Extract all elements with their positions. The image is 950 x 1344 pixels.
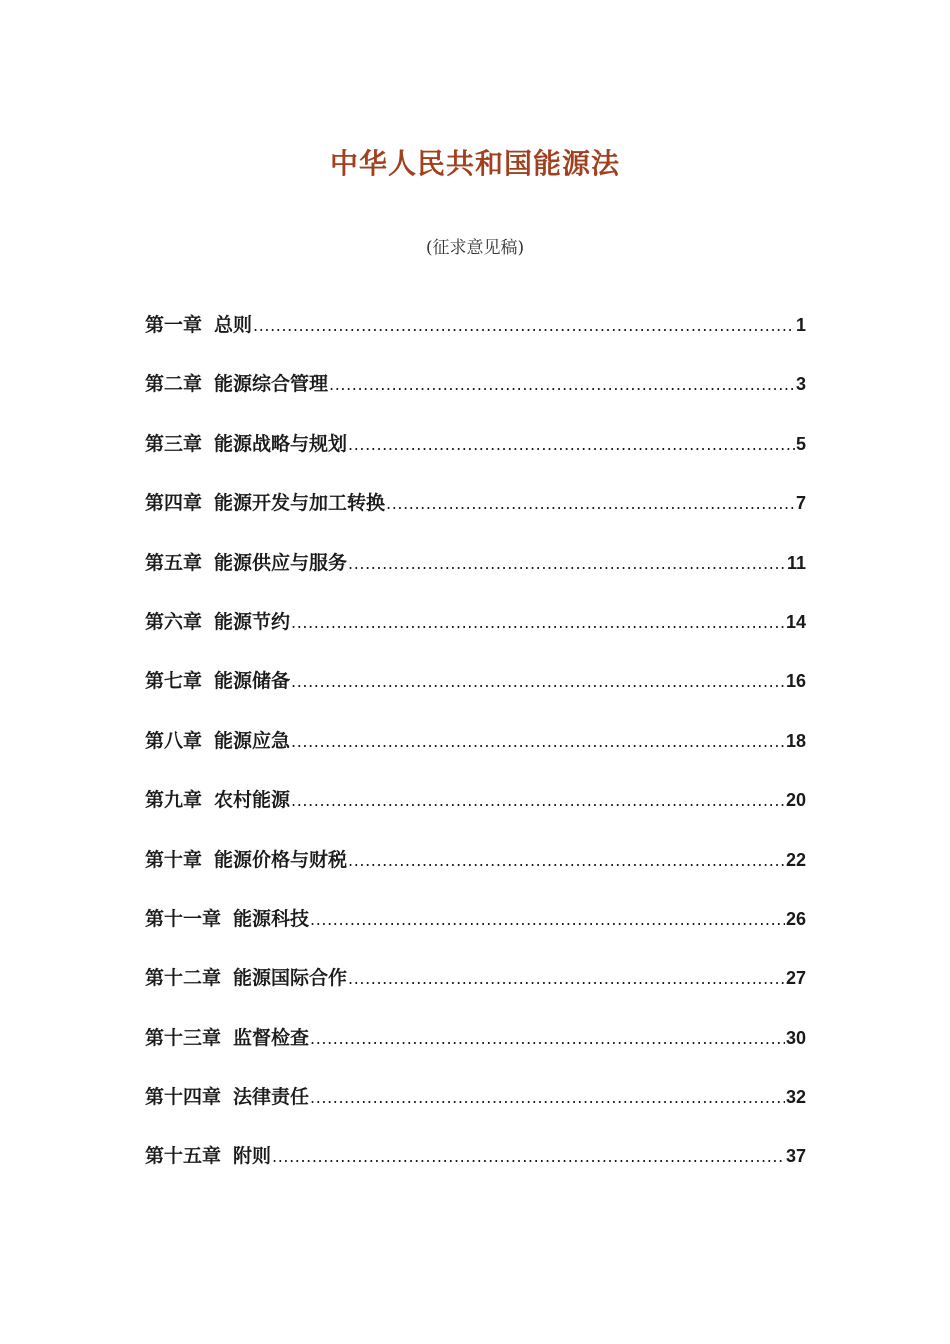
toc-dot-leader xyxy=(348,545,786,583)
toc-entry[interactable] xyxy=(145,1137,806,1196)
toc-dot-leader xyxy=(329,366,795,404)
toc-page-number: 5 xyxy=(795,433,806,454)
toc-chapter-name: 法律责任 xyxy=(233,1086,310,1109)
toc-dot-leader xyxy=(348,960,785,998)
toc-dot-leader xyxy=(310,1020,785,1058)
toc-chapter-number: 第十五章 xyxy=(145,1145,222,1168)
toc-chapter-number: 第十二章 xyxy=(145,967,222,990)
toc-chapter-number: 第十一章 xyxy=(145,907,222,930)
toc-dot-leader xyxy=(386,485,795,523)
toc-page-number: 32 xyxy=(785,1087,806,1108)
toc-chapter-number: 第九章 xyxy=(145,789,203,812)
toc-page-number: 20 xyxy=(785,790,806,811)
toc-entry[interactable] xyxy=(145,1078,806,1137)
toc-entry[interactable] xyxy=(145,365,806,424)
toc-chapter-number: 第七章 xyxy=(145,670,203,693)
toc-chapter-name: 附则 xyxy=(233,1145,272,1168)
toc-chapter-number: 第六章 xyxy=(145,610,203,633)
toc-chapter-number: 第二章 xyxy=(145,373,203,396)
toc-dot-leader xyxy=(291,663,785,701)
toc-chapter-name: 监督检查 xyxy=(233,1026,310,1049)
toc-dot-leader xyxy=(348,426,795,464)
toc-chapter-name: 能源开发与加工转换 xyxy=(214,492,386,515)
toc-entry[interactable] xyxy=(145,900,806,959)
toc-dot-leader xyxy=(291,723,785,761)
toc-chapter-number: 第五章 xyxy=(145,551,203,574)
toc-chapter-number: 第八章 xyxy=(145,729,203,752)
toc-chapter-name: 能源节约 xyxy=(214,610,291,633)
toc-chapter-number: 第一章 xyxy=(145,314,203,336)
toc-dot-leader xyxy=(253,307,795,345)
toc-entry[interactable] xyxy=(145,781,806,840)
toc-chapter-name: 能源国际合作 xyxy=(233,967,348,990)
toc-page-number: 27 xyxy=(785,968,806,989)
toc-chapter-name: 能源供应与服务 xyxy=(214,551,348,574)
toc-dot-leader xyxy=(310,1079,785,1117)
toc-page-number: 11 xyxy=(786,552,806,573)
toc-page-number: 14 xyxy=(785,611,806,632)
toc-dot-leader xyxy=(291,782,785,820)
toc-chapter-name: 总则 xyxy=(214,314,253,336)
toc-entry[interactable] xyxy=(145,603,806,662)
toc-chapter-number: 第十章 xyxy=(145,848,203,871)
toc-chapter-name: 能源战略与规划 xyxy=(214,432,348,455)
toc-dot-leader xyxy=(348,842,785,880)
toc-page-number: 18 xyxy=(785,730,806,751)
toc-chapter-number: 第三章 xyxy=(145,432,203,455)
toc-entry[interactable] xyxy=(145,722,806,781)
table-of-contents xyxy=(145,306,806,1197)
toc-chapter-number: 第十三章 xyxy=(145,1026,222,1049)
toc-chapter-name: 能源储备 xyxy=(214,670,291,693)
toc-entry[interactable] xyxy=(145,484,806,543)
toc-page-number: 26 xyxy=(785,908,806,929)
toc-entry[interactable] xyxy=(145,959,806,1018)
toc-entry[interactable] xyxy=(145,1019,806,1078)
toc-chapter-name: 能源科技 xyxy=(233,907,310,930)
toc-page-number: 3 xyxy=(795,374,806,395)
toc-chapter-name: 能源应急 xyxy=(214,729,291,752)
toc-page-number: 7 xyxy=(795,493,806,514)
toc-page-number: 16 xyxy=(785,671,806,692)
toc-page-number: 30 xyxy=(785,1027,806,1048)
document-subtitle: (征求意见稿) xyxy=(425,238,525,258)
toc-chapter-name: 农村能源 xyxy=(214,789,291,812)
toc-entry[interactable] xyxy=(145,306,806,365)
toc-entry[interactable] xyxy=(145,544,806,603)
toc-entry[interactable] xyxy=(145,425,806,484)
toc-chapter-number: 第四章 xyxy=(145,492,203,515)
toc-entry[interactable] xyxy=(145,841,806,900)
toc-dot-leader xyxy=(291,604,785,642)
toc-page-number: 22 xyxy=(785,849,806,870)
toc-chapter-name: 能源综合管理 xyxy=(214,373,329,396)
toc-page-number: 1 xyxy=(795,315,806,335)
toc-chapter-number: 第十四章 xyxy=(145,1086,222,1109)
toc-dot-leader xyxy=(272,1138,785,1176)
document-title: 中华人民共和国能源法 xyxy=(329,147,620,180)
toc-chapter-name: 能源价格与财税 xyxy=(214,848,348,871)
toc-page-number: 37 xyxy=(785,1146,806,1167)
toc-dot-leader xyxy=(310,901,785,939)
toc-entry[interactable] xyxy=(145,662,806,721)
